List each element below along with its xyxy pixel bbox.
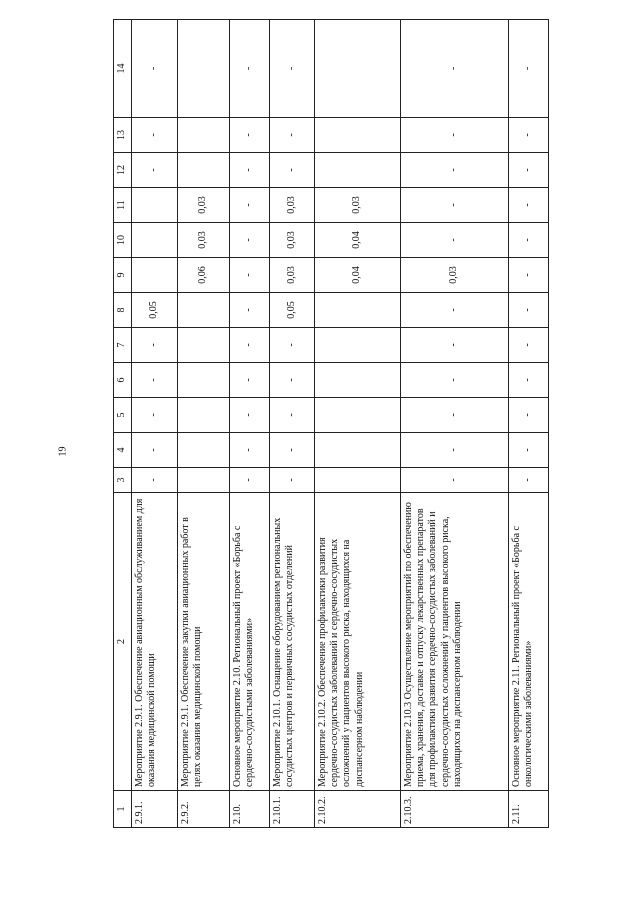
value-cell: 0,06 [178,258,230,293]
value-cell [315,468,401,493]
header-cell: 1 [114,791,132,828]
header-cell: 14 [114,20,132,118]
table-header-row [114,20,132,828]
value-cell [178,468,230,493]
value-cell: - [230,293,270,328]
value-cell: - [230,363,270,398]
value-cell: - [509,468,549,493]
row-description: Мероприятие 2.10.3 Осуществление мероприятий по обеспечению приема, хранения, доставке и отпуску лекарственных препаратов для профилактики развития сердечно-сосудистых заболеваний и сердечно-сосудистых осложнений у пациентов высокого риска, находящихся на диспансерном наблюдении [401,493,509,791]
value-cell: - [230,398,270,433]
indicators-table [113,19,549,828]
value-cell: - [230,328,270,363]
value-cell: - [401,188,509,223]
value-cell: - [132,20,178,118]
table-row [178,20,230,828]
value-cell: - [270,20,315,118]
value-cell [132,188,178,223]
header-cell: 12 [114,153,132,188]
value-cell [178,363,230,398]
value-cell: - [401,433,509,468]
value-cell: - [509,363,549,398]
value-cell [315,398,401,433]
value-cell: - [401,223,509,258]
value-cell: - [509,328,549,363]
value-cell: - [230,188,270,223]
value-cell: - [401,153,509,188]
table-row [132,20,178,828]
rotated-table-container [113,61,535,828]
header-cell: 8 [114,293,132,328]
value-cell: - [509,223,549,258]
value-cell: 0,03 [315,188,401,223]
value-cell: - [230,468,270,493]
table-row [401,20,509,828]
row-description: Основное мероприятие 2.10. Региональный проект «Борьба с сердечно-сосудистыми заболеваниями» [230,493,270,791]
row-id: 2.9.2. [178,791,230,828]
value-cell: 0,03 [401,258,509,293]
value-cell: - [401,328,509,363]
header-cell: 6 [114,363,132,398]
header-cell: 2 [114,493,132,791]
value-cell: 0,05 [270,293,315,328]
row-id: 2.10.2. [315,791,401,828]
value-cell: - [230,258,270,293]
value-cell [315,20,401,118]
value-cell: 0,03 [178,223,230,258]
value-cell [132,258,178,293]
value-cell: - [270,398,315,433]
value-cell: - [230,223,270,258]
value-cell: - [132,363,178,398]
header-cell: 9 [114,258,132,293]
row-id: 2.10. [230,791,270,828]
value-cell: - [509,258,549,293]
value-cell: - [270,468,315,493]
value-cell: - [509,433,549,468]
row-description: Мероприятие 2.9.1. Обеспечение закупки авиационных работ в целях оказания медицинской помощи [178,493,230,791]
value-cell: - [509,188,549,223]
value-cell: 0,04 [315,223,401,258]
value-cell: 0,03 [270,223,315,258]
table-row [315,20,401,828]
header-cell: 13 [114,118,132,153]
value-cell [315,363,401,398]
value-cell: - [401,293,509,328]
value-cell: 0,03 [270,188,315,223]
value-cell: 0,04 [315,258,401,293]
value-cell: - [270,118,315,153]
value-cell: - [132,118,178,153]
value-cell [178,293,230,328]
value-cell: - [270,153,315,188]
value-cell: - [132,468,178,493]
value-cell: - [401,118,509,153]
value-cell [178,398,230,433]
header-cell: 11 [114,188,132,223]
value-cell: - [401,20,509,118]
value-cell: 0,03 [270,258,315,293]
value-cell [178,20,230,118]
value-cell: - [132,328,178,363]
value-cell: 0,05 [132,293,178,328]
table-row [270,20,315,828]
header-cell: 4 [114,433,132,468]
value-cell: - [270,328,315,363]
value-cell [178,153,230,188]
header-cell: 10 [114,223,132,258]
header-cell: 3 [114,468,132,493]
row-description: Мероприятие 2.9.1. Обеспечение авиационным обслуживанием для оказания медицинской помощи [132,493,178,791]
value-cell [178,328,230,363]
value-cell: - [270,433,315,468]
row-description: Мероприятие 2.10.2. Обеспечение профилактики развития сердечно-сосудистых заболеваний и сердечно-сосудистых осложнений у пациентов высокого риска, находящихся на диспансерном наблюдении [315,493,401,791]
value-cell: - [230,118,270,153]
value-cell [315,118,401,153]
value-cell: 0,03 [178,188,230,223]
value-cell: - [230,433,270,468]
value-cell: - [401,363,509,398]
header-cell: 5 [114,398,132,433]
table-row [509,20,549,828]
value-cell: - [509,118,549,153]
value-cell: - [230,20,270,118]
value-cell: - [230,153,270,188]
row-description: Мероприятие 2.10.1. Оснащение оборудованием региональных сосудистых центров и первичных сосудистых отделений [270,493,315,791]
value-cell: - [509,293,549,328]
value-cell: - [401,468,509,493]
page-number: 19 [57,446,69,457]
value-cell: - [132,433,178,468]
value-cell: - [509,153,549,188]
table-row [230,20,270,828]
value-cell: - [132,153,178,188]
value-cell: - [270,363,315,398]
value-cell: - [132,398,178,433]
row-description: Основное мероприятие 2.11. Региональный проект «Борьба с онкологическими заболеваниями» [509,493,549,791]
value-cell: - [401,398,509,433]
value-cell [178,118,230,153]
value-cell: - [509,20,549,118]
row-id: 2.11. [509,791,549,828]
value-cell [315,153,401,188]
value-cell [315,328,401,363]
header-cell: 7 [114,328,132,363]
row-id: 2.10.3. [401,791,509,828]
value-cell [315,433,401,468]
row-id: 2.9.1. [132,791,178,828]
value-cell [178,433,230,468]
value-cell [315,293,401,328]
value-cell: - [509,398,549,433]
row-id: 2.10.1. [270,791,315,828]
value-cell [132,223,178,258]
